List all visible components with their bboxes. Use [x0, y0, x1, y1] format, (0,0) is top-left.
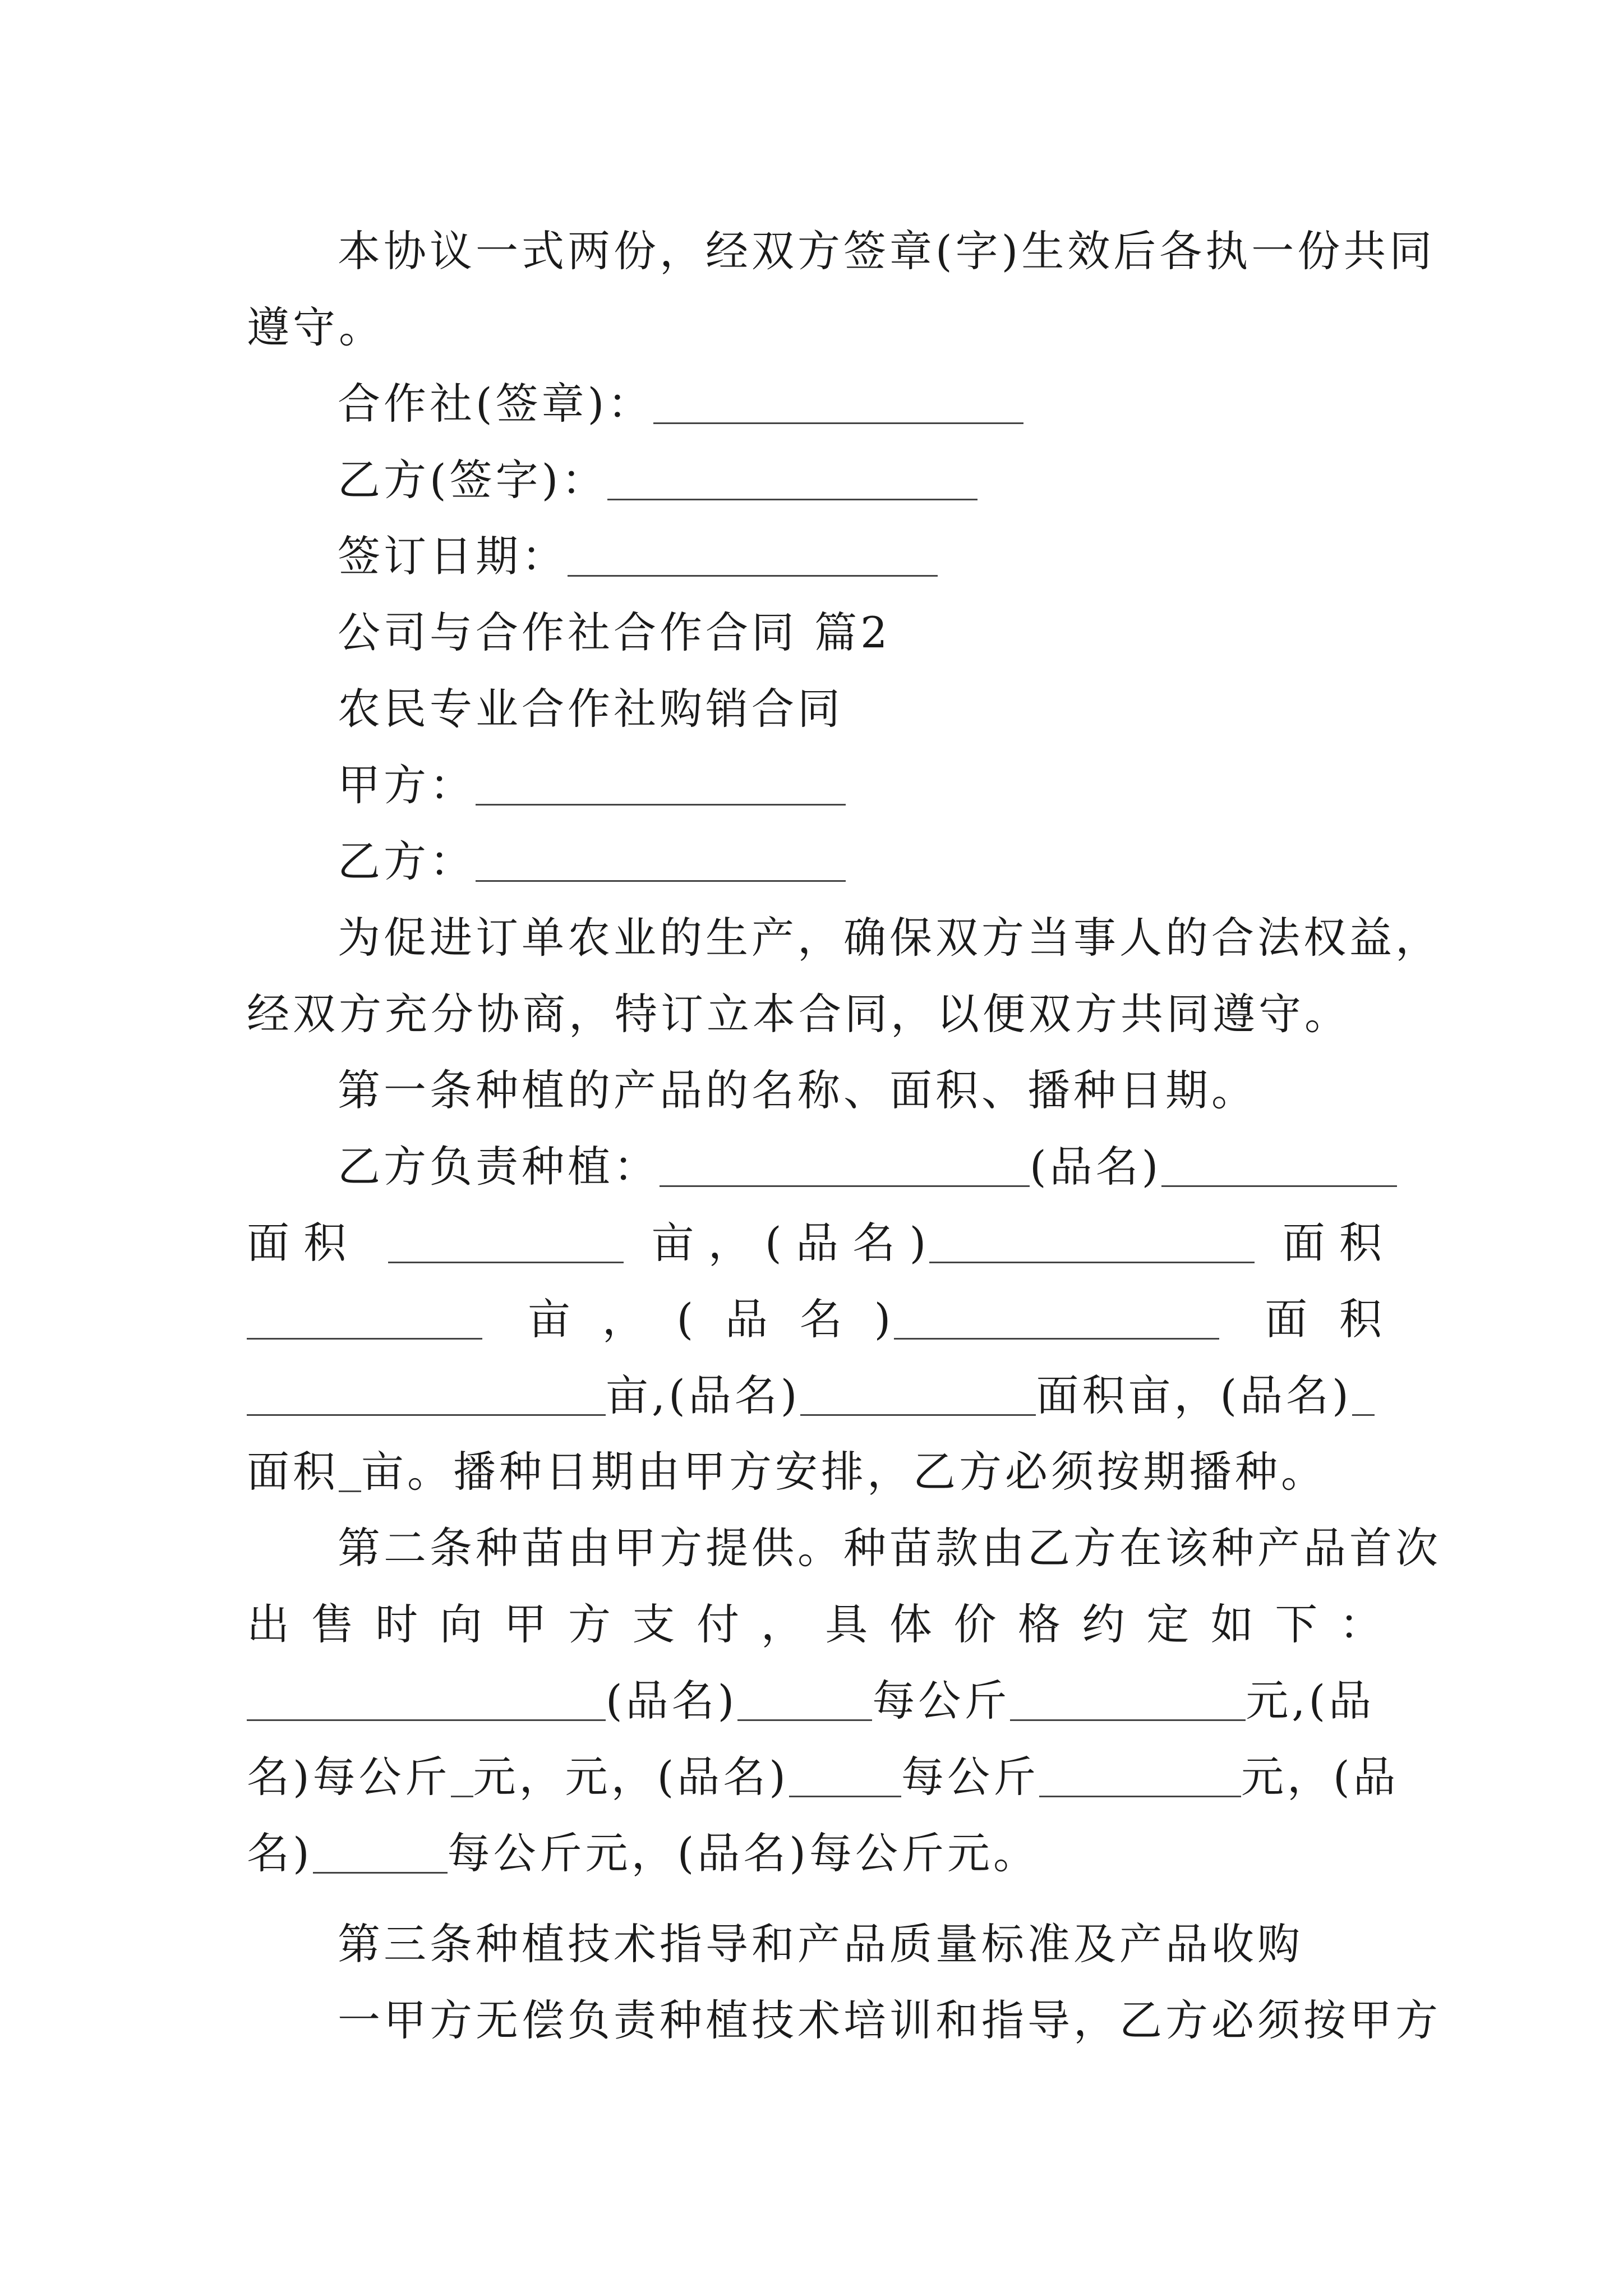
text: 元， — [473, 1752, 565, 1802]
sign-date-line — [247, 518, 1385, 595]
blank — [894, 1303, 1219, 1340]
blank — [660, 1151, 1030, 1187]
signature-blank — [653, 388, 1023, 424]
blank — [247, 1379, 606, 1416]
paragraph-line — [247, 976, 1385, 1052]
signature-blank — [607, 464, 978, 500]
blank — [789, 1761, 901, 1797]
party-blank — [476, 769, 846, 806]
text: 元，(品 — [1241, 1752, 1399, 1802]
text: 面积 — [1282, 1218, 1385, 1268]
section-title — [247, 595, 1385, 671]
blank — [313, 1837, 448, 1874]
text: 经双方充分协商，特订立本合同，以便双方共同遵守。 — [247, 989, 1350, 1039]
blank — [1010, 1685, 1246, 1721]
text: 第一条种植的产品的名称、面积、播种日期。 — [338, 1065, 1257, 1115]
document-page — [247, 213, 1441, 2059]
paragraph-line — [247, 289, 1385, 366]
blank — [800, 1379, 1036, 1416]
text: 元，(品名) — [565, 1752, 789, 1802]
text: 面积亩，(品名) — [1036, 1370, 1352, 1420]
article-heading — [247, 1906, 1385, 1982]
text: 亩，(品名) — [651, 1218, 930, 1268]
form-line — [247, 1205, 1385, 1281]
label: 签订日期： — [338, 531, 568, 581]
text: 亩,(品名) — [606, 1370, 801, 1420]
blank — [1039, 1761, 1241, 1797]
form-line — [247, 1281, 1385, 1358]
text: 第三条种植技术指导和产品质量标准及产品收购 — [338, 1919, 1303, 1969]
text: 公司与合作社合作合同 篇2 — [338, 608, 891, 657]
text: 亩。播种日期由甲方安排，乙方必须按期播种。 — [361, 1447, 1327, 1497]
date-blank — [568, 540, 938, 577]
blank — [247, 1685, 606, 1721]
label: 乙方： — [338, 836, 476, 886]
form-line — [247, 1739, 1399, 1815]
text: 名)每公斤 — [247, 1752, 451, 1802]
blank — [737, 1685, 872, 1721]
text: 出售时向甲方支付，具体价格约定如下： — [247, 1599, 1385, 1649]
party-b-signature-line — [247, 442, 1385, 518]
paragraph-line — [247, 1510, 1441, 1586]
article-heading — [247, 1052, 1385, 1129]
paragraph-line — [247, 213, 1436, 289]
label: 乙方(签字)： — [338, 455, 608, 505]
text: 每公斤 — [901, 1752, 1039, 1802]
paragraph-line — [247, 900, 1441, 976]
text: 农民专业合作社购销合同 — [338, 684, 843, 734]
text: 为促进订单农业的生产，确保双方当事人的合法权益， — [338, 913, 1441, 963]
cooperative-signature-line — [247, 366, 1385, 442]
form-line — [247, 1434, 1385, 1510]
text: 面积 — [1265, 1294, 1385, 1344]
party-b-line — [247, 823, 1385, 900]
form-line — [247, 1815, 1385, 1892]
contract-title — [247, 671, 1385, 747]
text: 第二条种苗由甲方提供。种苗款由乙方在该种产品首次 — [338, 1523, 1441, 1573]
label: 甲方： — [338, 760, 476, 810]
text: (品名) — [1030, 1142, 1162, 1191]
blank — [1352, 1379, 1375, 1416]
paragraph-line — [247, 1982, 1441, 2059]
form-line — [247, 1129, 1385, 1205]
text: 名) — [247, 1828, 313, 1878]
text: 一甲方无偿负责种植技术培训和指导，乙方必须按甲方 — [338, 1995, 1441, 2045]
text: (品名) — [606, 1676, 738, 1726]
form-line — [247, 1663, 1385, 1739]
text: 亩，(品名) — [527, 1294, 895, 1344]
text: 面积 — [247, 1447, 339, 1497]
blank — [451, 1761, 473, 1797]
text: 乙方负责种植： — [338, 1142, 660, 1191]
party-blank — [476, 845, 846, 882]
label: 合作社(签章)： — [338, 379, 654, 429]
paragraph-line — [247, 1586, 1385, 1663]
text: 遵守。 — [247, 302, 385, 352]
party-a-line — [247, 747, 1385, 823]
blank — [1161, 1151, 1397, 1187]
text: 每公斤元，(品名)每公斤元。 — [447, 1828, 1039, 1878]
text: 面积 — [247, 1218, 361, 1268]
blank — [247, 1303, 482, 1340]
text: 每公斤 — [872, 1676, 1011, 1726]
blank — [339, 1456, 361, 1492]
text: 元,(品 — [1246, 1676, 1375, 1726]
form-line — [247, 1358, 1385, 1434]
blank — [929, 1227, 1255, 1263]
text: 本协议一式两份，经双方签章(字)生效后各执一份共同 — [338, 226, 1436, 276]
blank — [388, 1227, 624, 1263]
